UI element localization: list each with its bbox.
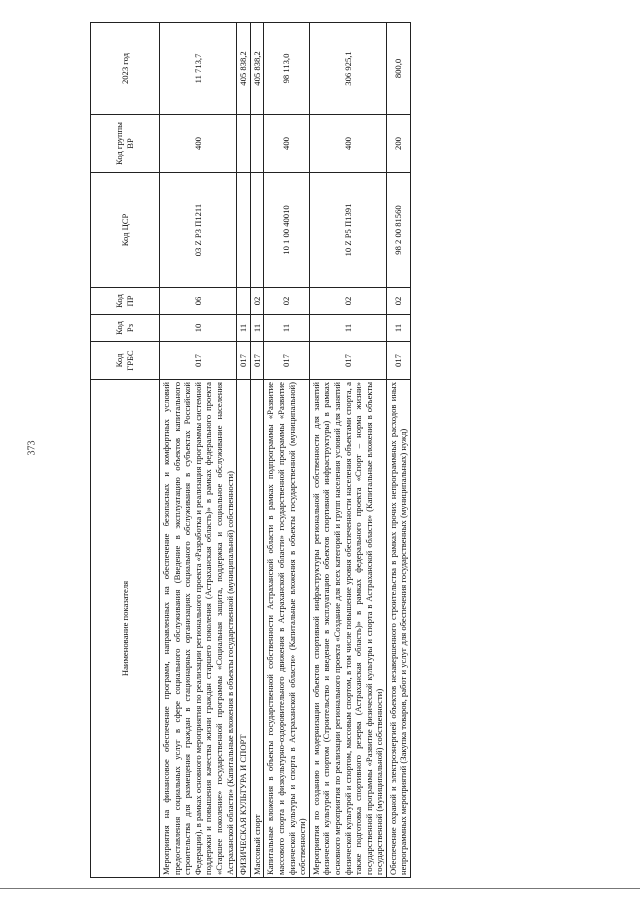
row-csr: 10 1 00 40010 bbox=[264, 173, 309, 288]
row-pr: 06 bbox=[160, 288, 237, 315]
row-name: Мероприятия по созданию и модернизации объектов спортивной инфраструктуры региональной собственности для занятий физической культурой и спортом (Строительство и введение в эксплуатацию объектов спортивной инфраструктуры) в рамках основного мероприятия по реализации регионального проекта «Создание для всех категорий и групп населения условий для занятий физической культурой и спортом, массовым спортом, в том числе повышение уровня обеспеченности населения объектами спорта, а также подготовка спортивного резерва (Астраханская область)» в рамках федерального проекта «Спорт – норма жизни» государственной программы «Развитие физической культуры и спорта в Астраханской области» (Капитальные вложения в объекты государственной (муниципальной) собственности) bbox=[309, 380, 386, 878]
row-name: ФИЗИЧЕСКАЯ КУЛЬТУРА И СПОРТ bbox=[237, 380, 251, 878]
scan-bottom-edge bbox=[0, 888, 640, 889]
row-year: 98 113,0 bbox=[264, 23, 309, 115]
row-grbs: 017 bbox=[386, 342, 410, 380]
header-grbs: Код ГРБС bbox=[91, 342, 160, 380]
row-year: 800,0 bbox=[386, 23, 410, 115]
row-vr bbox=[250, 115, 264, 173]
row-vr bbox=[237, 115, 251, 173]
row-csr: 03 Z P3 П1211 bbox=[160, 173, 237, 288]
row-pr: 02 bbox=[386, 288, 410, 315]
row-name: Массовый спорт bbox=[250, 380, 264, 878]
row-name: Мероприятия на финансовое обеспечение программ, направленных на обеспечение безопасных и комфортных условий предоставления социальных услуг в сфере социального обслуживания (Введение в эксплуатацию объектов капитального строительства для размещения граждан в стационарных организациях социального обслуживания в субъектах Российской Федерации), в рамках основного мероприятия по реализации регионального проекта «Разработка и реализация программы системной поддержки и повышения качества жизни граждан старшего поколения (Астраханская область)» в рамках федерального проекта «Старшее поколение» государственной программы «Социальная защита, поддержка и социальное обслуживание населения Астраханской области» (Капитальные вложения в объекты государственной (муниципальной) собственности) bbox=[160, 380, 237, 878]
row-year: 306 925,1 bbox=[309, 23, 386, 115]
row-grbs: 017 bbox=[309, 342, 386, 380]
row-year: 11 713,7 bbox=[160, 23, 237, 115]
table-row bbox=[160, 23, 237, 878]
row-pr bbox=[237, 288, 251, 315]
row-vr: 400 bbox=[160, 115, 237, 173]
table-row bbox=[264, 23, 309, 878]
row-csr bbox=[237, 173, 251, 288]
table-header-row bbox=[91, 23, 160, 878]
row-rz: 11 bbox=[264, 315, 309, 342]
header-rz: Код Рз bbox=[91, 315, 160, 342]
header-csr: Код ЦСР bbox=[91, 173, 160, 288]
table-row bbox=[309, 23, 386, 878]
row-year: 405 838,2 bbox=[250, 23, 264, 115]
page-number: 373 bbox=[26, 440, 38, 456]
row-vr: 200 bbox=[386, 115, 410, 173]
row-grbs: 017 bbox=[264, 342, 309, 380]
row-csr bbox=[250, 173, 264, 288]
header-vr: Код группы ВР bbox=[91, 115, 160, 173]
row-year: 405 838,2 bbox=[237, 23, 251, 115]
header-year: 2023 год bbox=[91, 23, 160, 115]
header-pr: Код ПР bbox=[91, 288, 160, 315]
row-name: Капитальные вложения в объекты государственной собственности Астраханской области в рамках подпрограммы «Развитие массового спорта и физкультурно-оздоровительного движения в Астраханской области» государственной программы «Развитие физической культуры и спорта в Астраханской области» (Капитальные вложения в объекты государственной (муниципальной) собственности) bbox=[264, 380, 309, 878]
row-vr: 400 bbox=[264, 115, 309, 173]
row-pr: 02 bbox=[250, 288, 264, 315]
row-vr: 400 bbox=[309, 115, 386, 173]
row-grbs: 017 bbox=[250, 342, 264, 380]
header-name: Наименование показателя bbox=[91, 380, 160, 878]
budget-table bbox=[90, 22, 411, 878]
row-grbs: 017 bbox=[237, 342, 251, 380]
row-rz: 11 bbox=[309, 315, 386, 342]
row-rz: 11 bbox=[386, 315, 410, 342]
table-row bbox=[237, 23, 251, 878]
row-pr: 02 bbox=[264, 288, 309, 315]
table-row bbox=[250, 23, 264, 878]
row-csr: 10 Z P5 П1391 bbox=[309, 173, 386, 288]
row-name: Обеспечение охраной и электроэнергией объектов незавершенного строительства в рамках прочих непрограммных расходов иных непрограммных мероприятий (Закупка товаров, работ и услуг для обеспечения государственных (муниципальных) нужд) bbox=[386, 380, 410, 878]
table-row bbox=[386, 23, 410, 878]
row-rz: 10 bbox=[160, 315, 237, 342]
row-rz: 11 bbox=[237, 315, 251, 342]
row-rz: 11 bbox=[250, 315, 264, 342]
rotated-table-page bbox=[90, 23, 630, 878]
row-grbs: 017 bbox=[160, 342, 237, 380]
row-csr: 98 2 00 81560 bbox=[386, 173, 410, 288]
row-pr: 02 bbox=[309, 288, 386, 315]
